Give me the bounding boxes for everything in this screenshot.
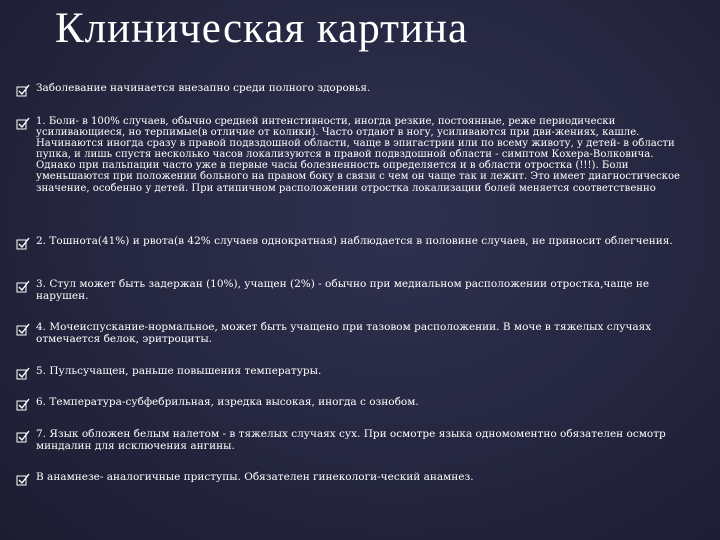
bullet-item	[16, 279, 696, 302]
bullet-item	[16, 83, 696, 98]
bullet-text: 6. Температура-субфебрильная, изредка высокая, иногда с ознобом.	[36, 396, 419, 408]
bullet-item	[16, 472, 696, 487]
bullet-text: 5. Пульсучащен, раньше повышения температуры.	[36, 365, 322, 377]
checkbox-bullet-icon	[16, 323, 30, 337]
bullet-item	[16, 322, 696, 345]
bullet-text: 4. Мочеиспускание-нормальное, может быть учащено при тазовом расположении. В моче в тяжелых случаях отмечается белок, эритроциты.	[36, 321, 652, 345]
bullet-text: В анамнезе- аналогичные приступы. Обязателен гинекологи-ческий анамнез.	[36, 471, 474, 483]
bullet-text: 1. Боли- в 100% случаев, обычно средней интенстивности, иногда резкие, постоянные, реже периодически усиливающиеся, но терпимые(в отличие от колики). Часто отдают в ногу, усиливаются при дви-жениях, кашле. Начинаются иногда сразу в правой подвздошной области, чаще в эпигастрии или по всему животу, у детей- в области пупка, и лишь спустя несколько часов локализуются в правой подвздошной области - симптом Кохера-Волковича. Однако при пальпации часто уже в первые часы болезненность определяется и в области отростка (!!!). Боли уменьшаются при положении больного на правом боку в связи с чем он чаще так и лежит. Это имеет диагностическое значение, особенно у детей. При атипичном расположении отростка локализации болей меняется соответственно	[36, 116, 681, 194]
bullet-text: 7. Язык обложен белым налетом - в тяжелых случаях сух. При осмотре языка одномоментно обязателен осмотр миндалин для исключения ангины.	[36, 428, 666, 452]
checkbox-bullet-icon	[16, 237, 30, 251]
checkbox-bullet-icon	[16, 84, 30, 98]
bullet-text: 3. Стул может быть задержан (10%), учащен (2%) - обычно при медиальном расположении отростка,чаще не нарушен.	[36, 278, 650, 302]
checkbox-bullet-icon	[16, 280, 30, 294]
bullet-item	[16, 366, 696, 381]
checkbox-bullet-icon	[16, 398, 30, 412]
bullet-item	[16, 397, 696, 412]
slide-title: Клиническая картина	[55, 5, 469, 52]
bullet-item	[16, 116, 696, 194]
bullet-item	[16, 236, 696, 251]
checkbox-bullet-icon	[16, 473, 30, 487]
bullet-text: 2. Тошнота(41%) и рвота(в 42% случаев однократная) наблюдается в половине случаев, не приносит облегчения.	[36, 235, 673, 247]
checkbox-bullet-icon	[16, 367, 30, 381]
bullet-text: Заболевание начинается внезапно среди полного здоровья.	[36, 82, 371, 94]
checkbox-bullet-icon	[16, 430, 30, 444]
checkbox-bullet-icon	[16, 117, 30, 131]
bullet-item	[16, 429, 696, 452]
